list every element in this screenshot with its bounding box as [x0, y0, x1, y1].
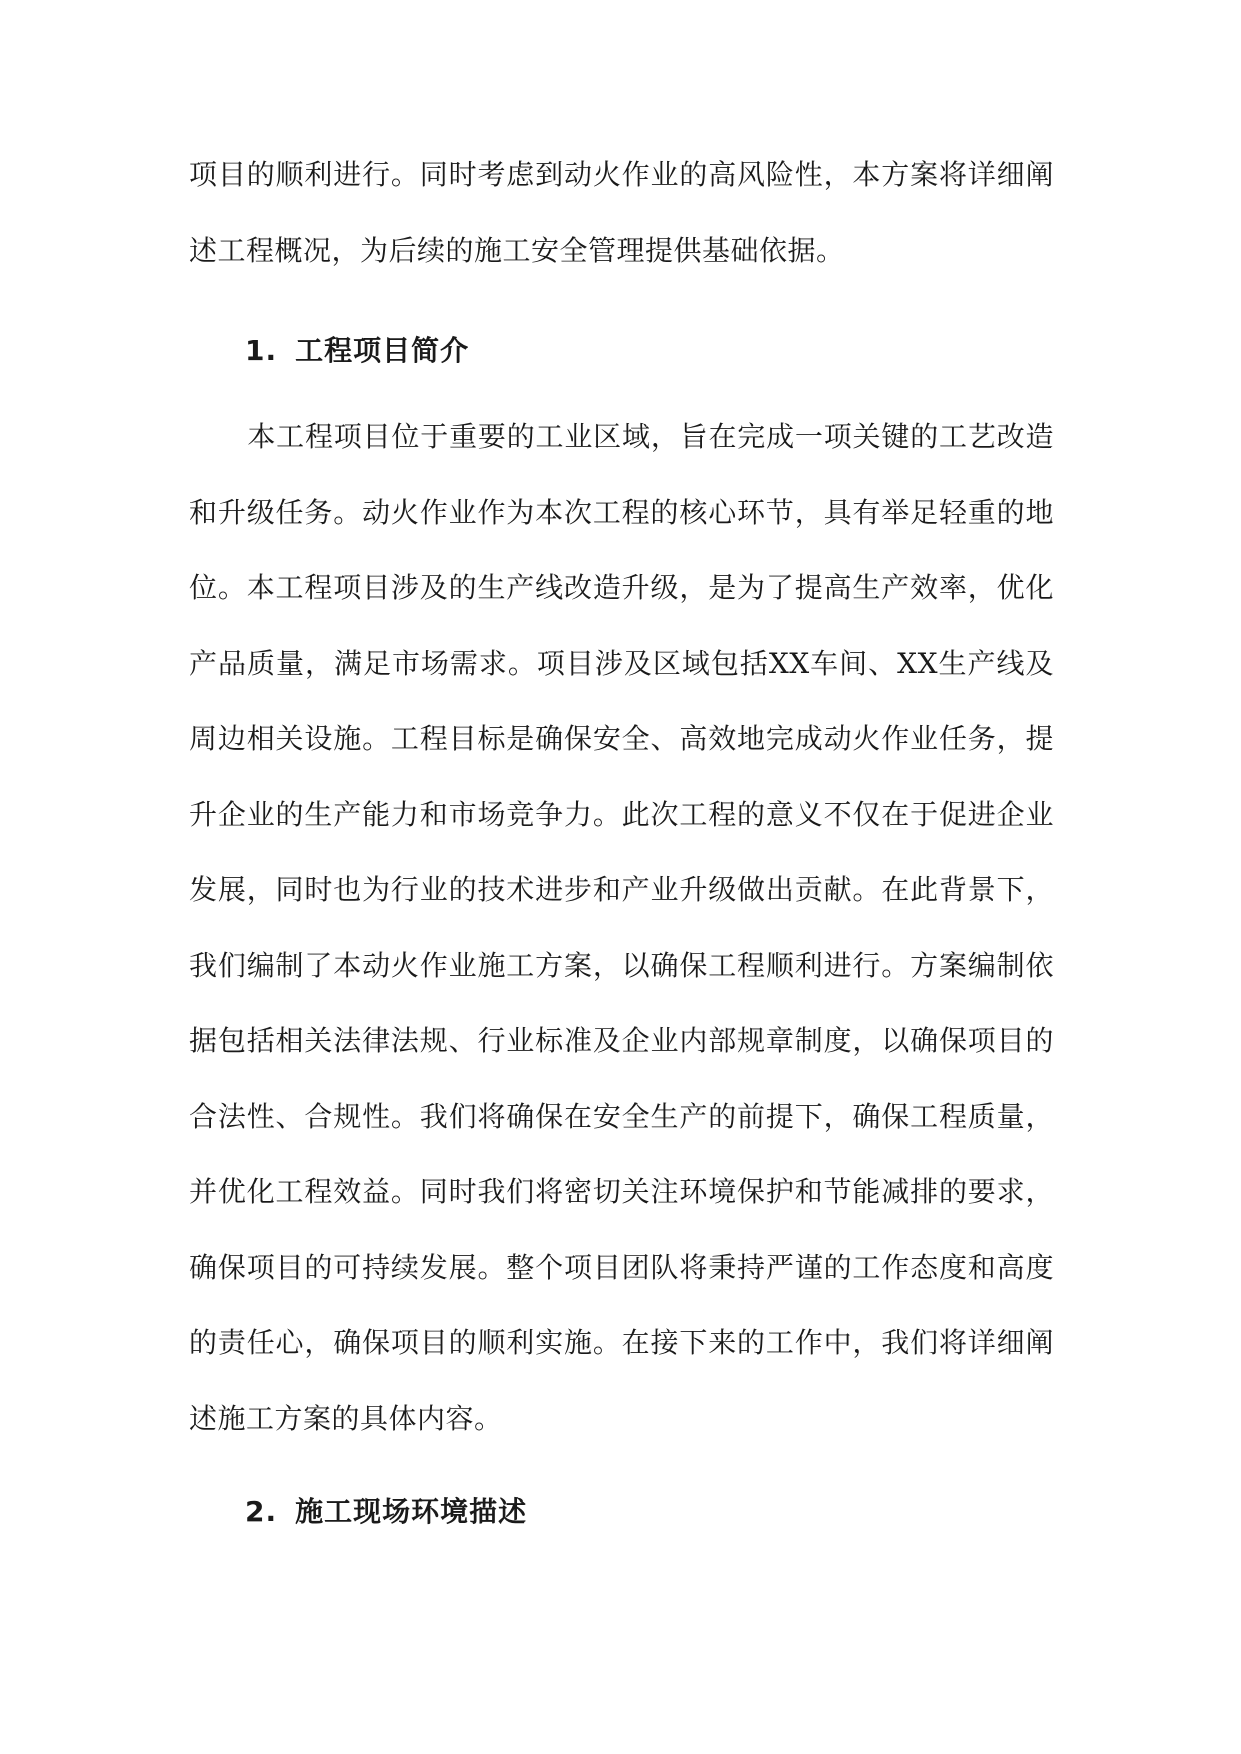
intro-paragraph: 项目的顺利进行。同时考虑到动火作业的高风险性，本方案将详细阐述工程概况，为后续的施工安全管理提供基础依据。: [189, 158, 1054, 267]
section-heading-1: [245, 331, 469, 371]
section-title: 工程项目简介: [295, 334, 470, 367]
section-title: 施工现场环境描述: [295, 1495, 528, 1528]
section-1-body: [189, 399, 1054, 1456]
section-heading-2: [245, 1492, 527, 1532]
section-number: 1.: [245, 334, 278, 367]
section-1-body-text: 本工程项目位于重要的工业区域，旨在完成一项关键的工艺改造和升级任务。动火作业作为本次工程的核心环节，具有举足轻重的地位。本工程项目涉及的生产线改造升级，是为了提高生产效率，优化产品质量，满足市场需求。项目涉及区域包括XX车间、XX生产线及周边相关设施。工程目标是确保安全、高效地完成动火作业任务，提升企业的生产能力和市场竞争力。此次工程的意义不仅在于促进企业发展，同时也为行业的技术进步和产业升级做出贡献。在此背景下，我们编制了本动火作业施工方案，以确保工程顺利进行。方案编制依据包括相关法律法规、行业标准及企业内部规章制度，以确保项目的合法性、合规性。我们将确保在安全生产的前提下，确保工程质量，并优化工程效益。同时我们将密切关注环境保护和节能减排的要求，确保项目的可持续发展。整个项目团队将秉持严谨的工作态度和高度的责任心，确保项目的顺利实施。在接下来的工作中，我们将详细阐述施工方案的具体内容。: [189, 420, 1054, 1435]
section-number: 2.: [245, 1495, 278, 1528]
